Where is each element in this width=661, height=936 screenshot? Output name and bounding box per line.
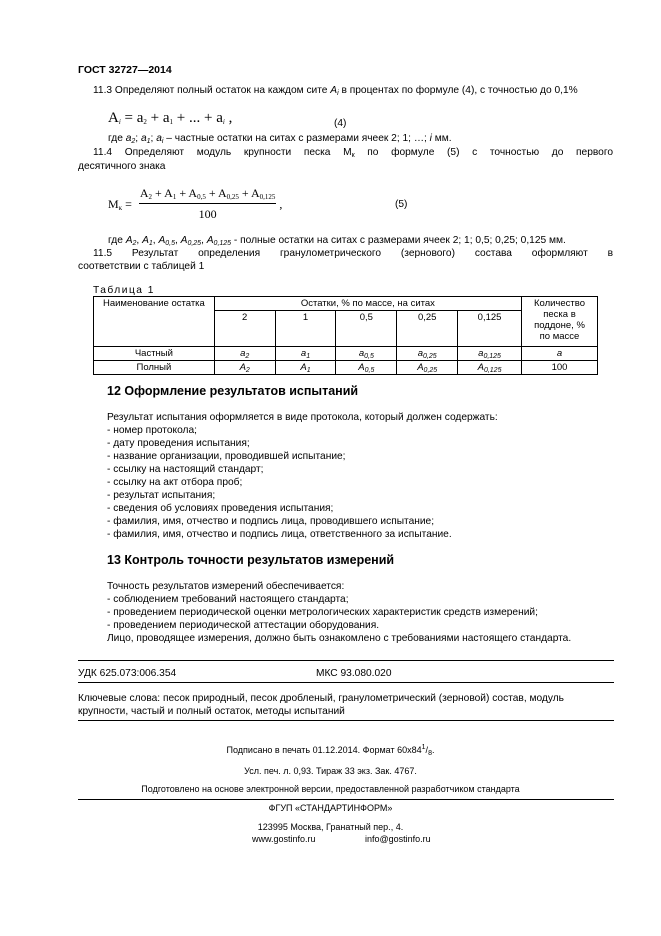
sieve-header: 1 <box>275 311 336 347</box>
table-cell: $A_{0,5}$ <box>336 361 397 375</box>
imprint-publisher: ФГУП «СТАНДАРТИНФОРМ» <box>268 803 393 813</box>
sieve-header: 0,125 <box>458 311 522 347</box>
list-item: - название организации, проводившей испытание; <box>107 451 346 462</box>
table-cell: $A_{0,125}$ <box>458 361 522 375</box>
table-cell: $A_1$ <box>275 361 336 375</box>
table-row <box>94 347 598 361</box>
list-item: - результат испытания; <box>107 490 216 501</box>
paragraph-11-4-line1: 11.4 Определяют модуль крупности песка $М_к$ по формуле (5) с точностью до первого <box>93 147 613 159</box>
table-cell: $A_{0,25}$ <box>397 361 458 375</box>
table-cell: a <box>521 347 597 361</box>
sieve-header: 0,5 <box>336 311 397 347</box>
list-item: - ссылку на акт отбора проб; <box>107 477 243 488</box>
table-caption: Таблица 1 <box>93 285 155 296</box>
where-4: где $a_2$; $a_1$; $a_i$ – частные остатки на ситах с размерами ячеек 2; 1; …; i мм. <box>108 133 452 145</box>
imprint-prepared: Подготовлено на основе электронной версии, предоставленной разработчиком стандарта <box>141 784 520 794</box>
keywords-line2: крупности, частый и полный остаток, методы испытаний <box>78 706 345 717</box>
imprint-signed: Подписано в печать 01.12.2014. Формат $60x84^1/_8$. <box>226 744 435 757</box>
divider <box>78 720 614 721</box>
divider <box>78 682 614 683</box>
list-item: - проведением периодической оценки метрологических характеристик средств измерений; <box>107 607 538 618</box>
list-item: - ссылку на настоящий стандарт; <box>107 464 264 475</box>
formula-5-number: (5) <box>395 199 408 210</box>
standard-code: ГОСТ 32727—2014 <box>78 64 172 76</box>
list-item: - проведением периодической аттестации оборудования. <box>107 620 380 631</box>
list-item: - фамилия, имя, отчество и подпись лица, ответственного за испытание. <box>107 529 452 540</box>
mks-code: МКС 93.080.020 <box>316 668 392 679</box>
formula-5-denominator: 100 <box>198 207 217 221</box>
email-link[interactable]: info@gostinfo.ru <box>365 834 431 844</box>
where-5: где $A_2$, $A_1$, $A_{0,5}$, $A_{0,25}$, $A_{0,125}$ - полные остатки на ситах с размерами ячеек 2; 1; 0,5; 0,25; 0,125 мм. <box>108 235 566 247</box>
section-12-title: 12 Оформление результатов испытаний <box>107 384 359 398</box>
keywords-line1: Ключевые слова: песок природный, песок дробленый, гранулометрический (зерновой) состав, модуль <box>78 693 564 704</box>
paragraph-11-5-line2: соответствии с таблицей 1 <box>78 261 205 272</box>
table-cell: $a_{0,5}$ <box>336 347 397 361</box>
table-cell: $a_{0,125}$ <box>458 347 522 361</box>
table-row <box>94 361 598 375</box>
list-item: - дату проведения испытания; <box>107 438 250 449</box>
table-cell: $A_2$ <box>214 361 275 375</box>
divider <box>78 799 614 800</box>
section-13-intro: Точность результатов измерений обеспечивается: <box>107 581 345 592</box>
list-item: - соблюдением требований настоящего стандарта; <box>107 594 349 605</box>
paragraph-11-4-line2: десятичного знака <box>78 161 166 172</box>
formula-4: $A_i = a_2 + a_1$ + ... + $a_i$ , <box>108 110 233 126</box>
row-name: Частный <box>94 347 215 361</box>
header-qty: Количество песка в поддоне, % по массе <box>521 297 597 347</box>
table-1 <box>93 296 598 375</box>
sieve-header: 2 <box>214 311 275 347</box>
section-13-title: 13 Контроль точности результатов измерений <box>107 553 395 567</box>
list-item: - фамилия, имя, отчество и подпись лица, проводившего испытание; <box>107 516 435 527</box>
header-residues: Остатки, % по массе, на ситах <box>214 297 521 311</box>
paragraph-11-3: 11.3 Определяют полный остаток на каждом сите $A_i$ в процентах по формуле (4), с точностью до 0,1% <box>93 85 578 97</box>
formula-5-numerator: $A_2 + A_1 + A_{0,5} + A_{0,25} + A_{0,125}$ <box>139 186 277 204</box>
udk-code: УДК 625.073:006.354 <box>78 668 177 679</box>
imprint-address: 123995 Москва, Гранатный пер., 4. <box>257 822 404 832</box>
table-cell: 100 <box>521 361 597 375</box>
section-13-list <box>107 593 571 645</box>
header-name: Наименование остатка <box>94 297 215 347</box>
section-12-list <box>107 424 452 541</box>
table-cell: $a_{0,25}$ <box>397 347 458 361</box>
website-link[interactable]: www.gostinfo.ru <box>252 834 316 844</box>
imprint-sheets: Усл. печ. л. 0,93. Тираж 33 экз. Зак. 4767. <box>244 766 417 776</box>
list-item: - сведения об условиях проведения испытания; <box>107 503 334 514</box>
section-12-intro: Результат испытания оформляется в виде протокола, который должен содержать: <box>107 412 498 423</box>
formula-5: $М_к$ = $\frac{A_2 + A_1 + A_{0,5} + A_{0,25} + A_{0,125}}{100}$ , <box>108 186 283 221</box>
paragraph-11-5-line1: 11.5 Результат определения гранулометрического (зернового) состава оформляют в <box>93 248 613 259</box>
list-item: - номер протокола; <box>107 425 197 436</box>
closing-text: Лицо, проводящее измерения, должно быть ознакомлено с требованиями настоящего стандарта. <box>107 633 572 644</box>
table-cell: $a_1$ <box>275 347 336 361</box>
sieve-header: 0,25 <box>397 311 458 347</box>
formula-4-number: (4) <box>334 118 347 129</box>
table-cell: $a_2$ <box>214 347 275 361</box>
row-name: Полный <box>94 361 215 375</box>
divider <box>78 660 614 661</box>
